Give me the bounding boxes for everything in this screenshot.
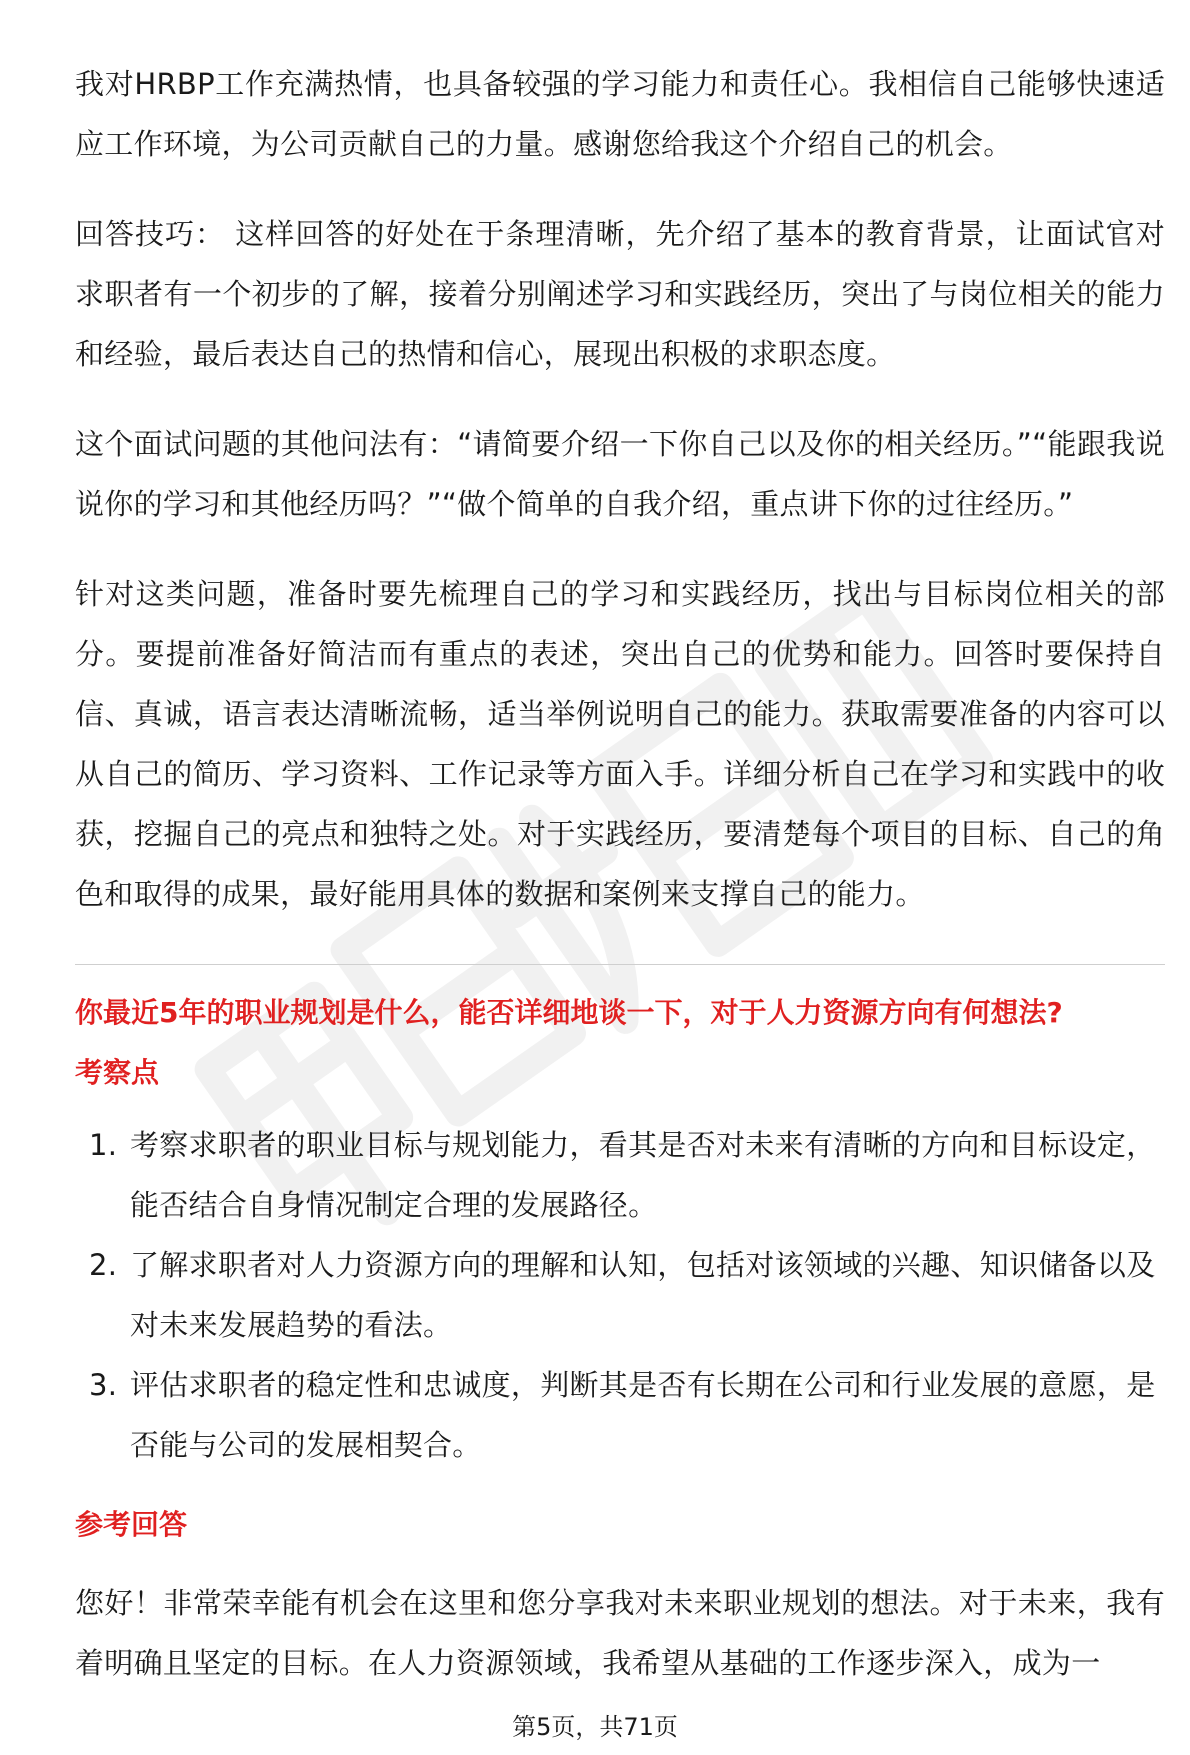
- interview-question: 你最近5年的职业规划是什么，能否详细地谈一下，对于人力资源方向有何想法?: [75, 996, 1063, 1029]
- list-item-number: 3.: [89, 1368, 118, 1402]
- paragraph-answer-tips: 回答技巧： 这样回答的好处在于条理清晰，先介绍了基本的教育背景，让面试官对求职者有一个初步的了解，接着分别阐述学习和实践经历，突出了与岗位相关的能力和经验，最后表达自己的热情和信心，展现出积极的求职态度。: [75, 217, 1165, 371]
- paragraph-alternative-questions: 这个面试问题的其他问法有：“请简要介绍一下你自己以及你的相关经历。”“能跟我说说你的学习和其他经历吗？”“做个简单的自我介绍，重点讲下你的过往经历。”: [75, 427, 1165, 521]
- list-item: [75, 1355, 1165, 1475]
- list-item-number: 1.: [89, 1128, 118, 1162]
- section-divider: [75, 964, 1165, 965]
- exam-points-list: [75, 1115, 1165, 1475]
- list-item-text: 考察求职者的职业目标与规划能力，看其是否对未来有清晰的方向和目标设定，能否结合自身情况制定合理的发展路径。: [130, 1128, 1156, 1222]
- list-item-text: 评估求职者的稳定性和忠诚度，判断其是否有长期在公司和行业发展的意愿，是否能与公司的发展相契合。: [130, 1368, 1156, 1462]
- exam-points-heading: 考察点: [75, 1056, 160, 1089]
- list-item: [75, 1235, 1165, 1355]
- list-item-number: 2.: [89, 1248, 118, 1282]
- reference-answer-heading: 参考回答: [75, 1508, 188, 1541]
- page-number-footer: 第5页，共71页: [0, 1712, 1190, 1742]
- list-item-text: 了解求职者对人力资源方向的理解和认知，包括对该领域的兴趣、知识储备以及对未来发展趋势的看法。: [130, 1248, 1156, 1342]
- document-body: [75, 54, 1165, 1723]
- list-item: [75, 1115, 1165, 1235]
- reference-answer-text: 您好！非常荣幸能有机会在这里和您分享我对未来职业规划的想法。对于未来，我有着明确且坚定的目标。在人力资源领域，我希望从基础的工作逐步深入，成为一: [75, 1586, 1165, 1680]
- paragraph-1: 我对HRBP工作充满热情，也具备较强的学习能力和责任心。我相信自己能够快速适应工作环境，为公司贡献自己的力量。感谢您给我这个介绍自己的机会。: [75, 67, 1165, 161]
- paragraph-preparation-advice: 针对这类问题，准备时要先梳理自己的学习和实践经历，找出与目标岗位相关的部分。要提前准备好简洁而有重点的表述，突出自己的优势和能力。回答时要保持自信、真诚，语言表达清晰流畅，适当举例说明自己的能力。获取需要准备的内容可以从自己的简历、学习资料、工作记录等方面入手。详细分析自己在学习和实践中的收获，挖掘自己的亮点和独特之处。对于实践经历，要清楚每个项目的目标、自己的角色和取得的成果，最好能用具体的数据和案例来支撑自己的能力。: [75, 577, 1165, 911]
